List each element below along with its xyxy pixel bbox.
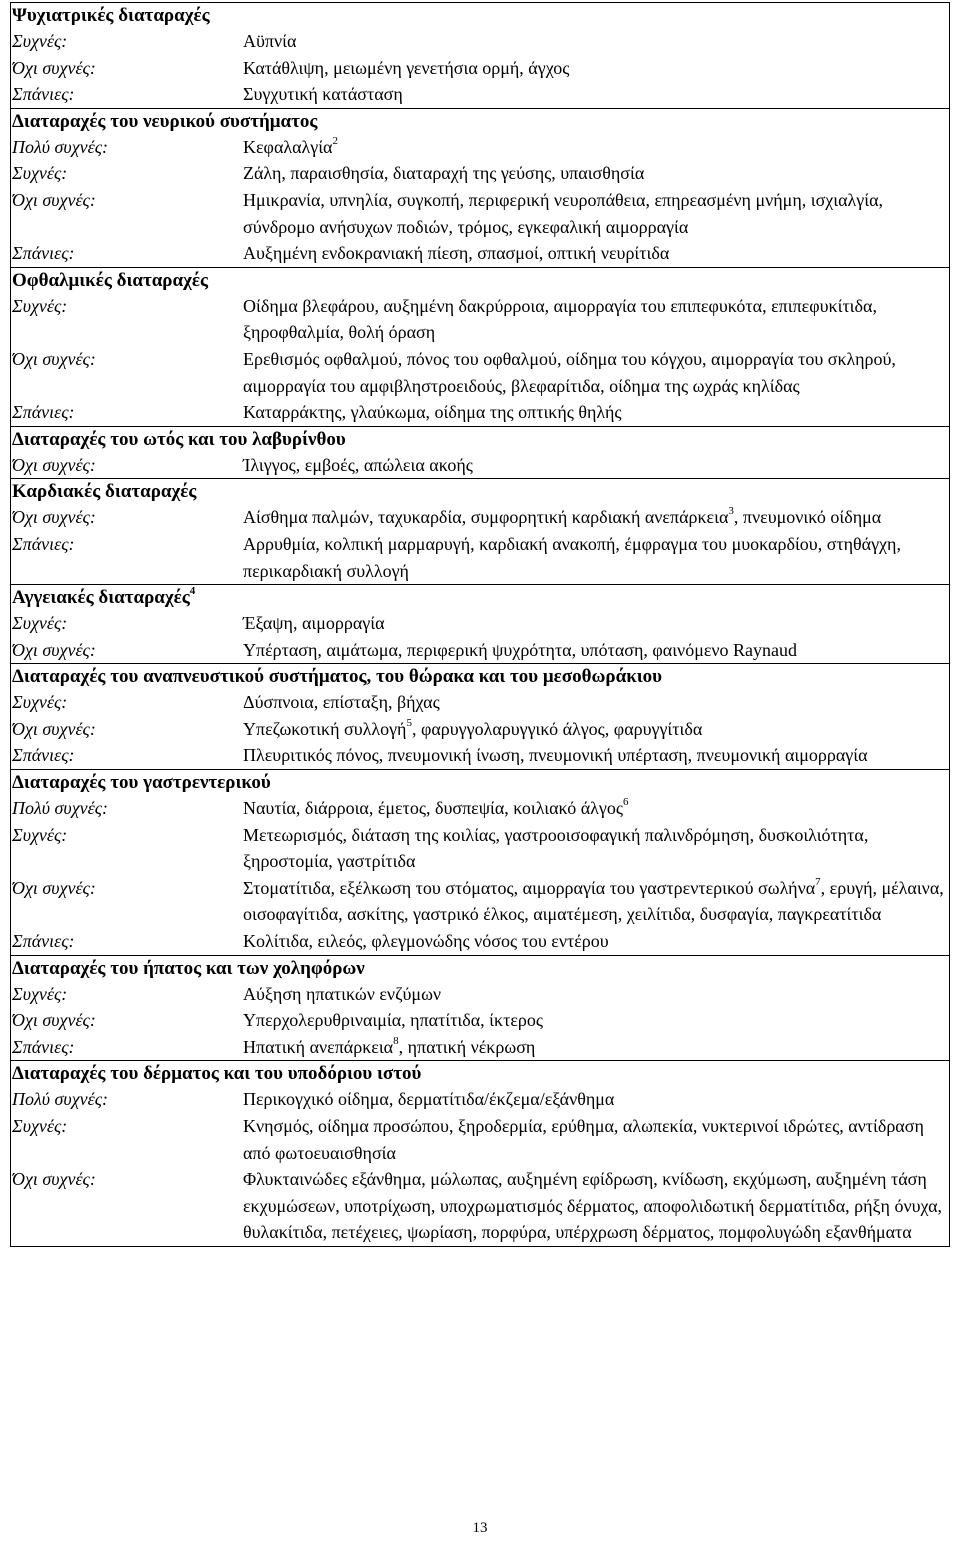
reaction-row	[10, 1113, 950, 1166]
reaction-description	[241, 716, 949, 743]
section-title: Διαταραχές του ωτός και του λαβυρίνθου	[12, 428, 346, 450]
desc-segment: Ερεθισμός οφθαλμού, πόνος του οφθαλμού, οίδημα του κόγχου, αιμορραγία του σκληρού, αιμορραγία του αμφιβληστροειδούς, βλεφαρίτιδα, οίδημα της ωχράς κηλίδας	[243, 348, 896, 396]
reaction-description	[241, 795, 949, 822]
frequency-label: Σπάνιες:	[12, 243, 75, 264]
section-title: Ψυχιατρικές διαταραχές	[12, 5, 210, 26]
reaction-row	[10, 1034, 950, 1061]
reaction-description	[241, 1007, 949, 1034]
reaction-description	[241, 610, 949, 637]
section-heading	[10, 769, 950, 795]
frequency-label: Συχνές:	[12, 613, 68, 634]
frequency-label: Σπάνιες:	[12, 1036, 75, 1057]
frequency-label: Συχνές:	[12, 692, 68, 713]
section-title: Διαταραχές του αναπνευστικού συστήματος, του θώρακα και του μεσοθωράκιου	[12, 666, 662, 688]
desc-segment: , ηπατική νέκρωση	[398, 1036, 536, 1057]
reaction-description	[241, 293, 949, 346]
section-title: Διαταραχές του δέρματος και του υποδόριου ιστού	[12, 1063, 422, 1085]
reaction-row	[10, 240, 950, 267]
reaction-row	[10, 134, 950, 161]
reaction-row	[10, 981, 950, 1008]
section-title: Διαταραχές του ήπατος και των χοληφόρων	[12, 957, 365, 979]
desc-segment: Οίδημα βλεφάρου, αυξημένη δακρύρροια, αιμορραγία του επιπεφυκότα, επιπεφυκίτιδα, ξηροφθαλμία, θολή όραση	[243, 295, 877, 343]
reaction-description	[241, 981, 949, 1008]
reaction-description	[241, 55, 949, 82]
desc-segment: Πλευριτικός πόνος, πνευμονική ίνωση, πνευμονική υπέρταση, πνευμονική αιμορραγία	[243, 745, 868, 766]
desc-segment: Στοματίτιδα, εξέλκωση του στόματος, αιμορραγία του γαστρεντερικού σωλήνα	[243, 877, 816, 898]
section-title: Οφθαλμικές διαταραχές	[12, 269, 208, 291]
desc-segment: Υπεζωκοτική συλλογή	[243, 718, 407, 739]
frequency-label: Όχι συχνές:	[12, 189, 96, 210]
desc-segment: Δύσπνοια, επίσταξη, βήχας	[243, 692, 440, 713]
frequency-label: Όχι συχνές:	[12, 57, 96, 78]
reaction-row	[10, 28, 950, 55]
section-heading	[10, 108, 950, 134]
frequency-label: Πολύ συχνές:	[12, 1089, 108, 1110]
reaction-row	[10, 822, 950, 875]
reaction-row	[10, 1086, 950, 1113]
reaction-description	[241, 875, 949, 928]
reaction-description	[241, 822, 949, 875]
desc-segment: Κνησμός, οίδημα προσώπου, ξηροδερμία, ερύθημα, αλωπεκία, νυκτερινοί ιδρώτες, αντίδραση από φωτοευαισθησία	[243, 1116, 924, 1163]
section-heading	[10, 663, 950, 689]
reaction-row	[10, 160, 950, 187]
section-title: Διαταραχές του νευρικού συστήματος	[12, 110, 318, 132]
reaction-row	[10, 637, 950, 664]
section-title: Καρδιακές διαταραχές	[12, 481, 197, 503]
desc-segment: Αύξηση ηπατικών ενζύμων	[243, 983, 442, 1004]
desc-segment: Κολίτιδα, ειλεός, φλεγμονώδης νόσος του εντέρου	[243, 931, 609, 952]
desc-segment: Φλυκταινώδες εξάνθημα, μώλωπας, αυξημένη εφίδρωση, κνίδωση, εκχύμωση, αυξημένη τάση εκχυμώσεων, υποτρίχωση, υποχρωματισμός δέρματος, αποφολιδωτική δερματίτιδα, ρήξη όνυχα, θυλακίτιδα, πετέχειες, ψωρίαση, πορφύρα, υπέρχρωση δέρματος, πομφολυγώδη εξανθήματα	[243, 1169, 943, 1243]
frequency-label: Σπάνιες:	[12, 84, 75, 105]
frequency-label: Συχνές:	[12, 163, 68, 184]
desc-segment: , πνευμονικό οίδημα	[733, 507, 882, 528]
reaction-description	[241, 452, 949, 479]
section-heading	[10, 955, 950, 981]
footnote-marker: 8	[393, 1034, 399, 1047]
reaction-description	[241, 637, 949, 664]
reaction-row	[10, 452, 950, 479]
reaction-description	[241, 1166, 949, 1246]
frequency-label: Πολύ συχνές:	[12, 136, 108, 157]
reaction-row	[10, 399, 950, 426]
desc-segment: Καταρράκτης, γλαύκωμα, οίδημα της οπτικής θηλής	[243, 402, 622, 423]
desc-segment: Ναυτία, διάρροια, έμετος, δυσπεψία, κοιλιακό άλγος	[243, 798, 623, 819]
reaction-description	[241, 399, 949, 426]
reaction-row	[10, 689, 950, 716]
frequency-label: Όχι συχνές:	[12, 507, 96, 528]
desc-segment: Υπερχολερυθριναιμία, ηπατίτιδα, ίκτερος	[243, 1010, 543, 1031]
frequency-label: Όχι συχνές:	[12, 877, 96, 898]
reaction-description	[241, 1113, 949, 1166]
footnote-marker: 3	[728, 505, 734, 518]
page-number: 13	[472, 1520, 488, 1536]
desc-segment: Αίσθημα παλμών, ταχυκαρδία, συμφορητική καρδιακή ανεπάρκεια	[243, 507, 729, 528]
reaction-row	[10, 81, 950, 108]
adverse-reactions-table	[10, 2, 950, 1247]
footnote-marker: 2	[332, 134, 338, 147]
frequency-label: Σπάνιες:	[12, 402, 75, 423]
desc-segment: Έξαψη, αιμορραγία	[243, 613, 385, 634]
footnote-marker: 7	[815, 875, 821, 888]
footnote-marker: 4	[189, 584, 196, 597]
reaction-description	[241, 742, 949, 769]
reaction-row	[10, 346, 950, 399]
desc-segment: Υπέρταση, αιμάτωμα, περιφερική ψυχρότητα, υπόταση, φαινόμενο Raynaud	[243, 639, 798, 660]
frequency-label: Σπάνιες:	[12, 745, 75, 766]
desc-segment: Αϋπνία	[243, 31, 297, 51]
reaction-row	[10, 293, 950, 346]
reaction-row	[10, 928, 950, 955]
frequency-label: Όχι συχνές:	[12, 454, 96, 475]
reaction-description	[241, 81, 949, 108]
section-title: Διαταραχές του γαστρεντερικού	[12, 772, 271, 794]
frequency-label: Συχνές:	[12, 824, 68, 845]
reaction-description	[241, 187, 949, 240]
reaction-row	[10, 531, 950, 584]
frequency-label: Συχνές:	[12, 31, 68, 51]
frequency-label: Σπάνιες:	[12, 931, 75, 952]
desc-segment: Κατάθλιψη, μειωμένη γενετήσια ορμή, άγχος	[243, 57, 570, 78]
desc-segment: Αυξημένη ενδοκρανιακή πίεση, σπασμοί, οπτική νευρίτιδα	[243, 243, 670, 264]
reaction-description	[241, 160, 949, 187]
section-heading	[10, 267, 950, 293]
reaction-description	[241, 928, 949, 955]
desc-segment: Κεφαλαλγία	[243, 136, 333, 157]
section-heading	[10, 478, 950, 504]
reaction-row	[10, 716, 950, 743]
reaction-description	[241, 240, 949, 267]
reaction-description	[241, 134, 949, 161]
reaction-description	[241, 28, 949, 55]
desc-segment: Μετεωρισμός, διάταση της κοιλίας, γαστροοισοφαγική παλινδρόμηση, δυσκοιλιότητα, ξηροστομία, γαστρίτιδα	[243, 824, 869, 872]
reaction-row	[10, 1166, 950, 1247]
section-heading	[10, 426, 950, 452]
frequency-label: Συχνές:	[12, 295, 68, 316]
desc-segment: Ημικρανία, υπνηλία, συγκοπή, περιφερική νευροπάθεια, επηρεασμένη μνήμη, ισχιαλγία, σύνδρομο ανήσυχων ποδιών, τρόμος, εγκεφαλική αιμορραγία	[243, 189, 884, 237]
reaction-row	[10, 795, 950, 822]
frequency-label: Όχι συχνές:	[12, 1010, 96, 1031]
footnote-marker: 5	[406, 716, 412, 729]
desc-segment: Ίλιγγος, εμβοές, απώλεια ακοής	[243, 454, 473, 475]
section-heading	[10, 584, 950, 610]
reaction-description	[241, 504, 949, 531]
frequency-label: Σπάνιες:	[12, 533, 75, 554]
section-heading	[10, 2, 950, 28]
frequency-label: Όχι συχνές:	[12, 348, 96, 369]
reaction-row	[10, 55, 950, 82]
reaction-row	[10, 504, 950, 531]
section-heading	[10, 1060, 950, 1086]
reaction-description	[241, 1086, 949, 1113]
frequency-label: Όχι συχνές:	[12, 1169, 96, 1190]
reaction-row	[10, 742, 950, 769]
desc-segment: Περικογχικό οίδημα, δερματίτιδα/έκζεμα/εξάνθημα	[243, 1089, 615, 1110]
reaction-row	[10, 1007, 950, 1034]
frequency-label: Πολύ συχνές:	[12, 798, 108, 819]
desc-segment: Ζάλη, παραισθησία, διαταραχή της γεύσης, υπαισθησία	[243, 163, 645, 184]
reaction-description	[241, 689, 949, 716]
frequency-label: Συχνές:	[12, 1116, 68, 1136]
desc-segment: Αρρυθμία, κολπική μαρμαρυγή, καρδιακή ανακοπή, έμφραγμα του μυοκαρδίου, στηθάγχη, περικαρδιακή συλλογή	[243, 533, 901, 581]
reaction-row	[10, 610, 950, 637]
frequency-label: Όχι συχνές:	[12, 639, 96, 660]
reaction-description	[241, 346, 949, 399]
frequency-label: Όχι συχνές:	[12, 718, 96, 739]
desc-segment: Συγχυτική κατάσταση	[243, 84, 403, 105]
section-title: Αγγειακές διαταραχές	[12, 587, 190, 609]
reaction-row	[10, 187, 950, 240]
desc-segment: , ερυγή, μέλαινα, οισοφαγίτιδα, ασκίτης, γαστρικό έλκος, αιματέμεση, χειλίτιδα, δυσφαγία, παγκρεατίτιδα	[243, 877, 944, 925]
desc-segment: Ηπατική ανεπάρκεια	[243, 1036, 394, 1057]
reaction-description	[241, 531, 949, 584]
reaction-row	[10, 875, 950, 928]
frequency-label: Συχνές:	[12, 983, 68, 1004]
desc-segment: , φαρυγγολαρυγγικό άλγος, φαρυγγίτιδα	[411, 718, 703, 739]
footnote-marker: 6	[622, 796, 629, 809]
reaction-description	[241, 1034, 949, 1061]
